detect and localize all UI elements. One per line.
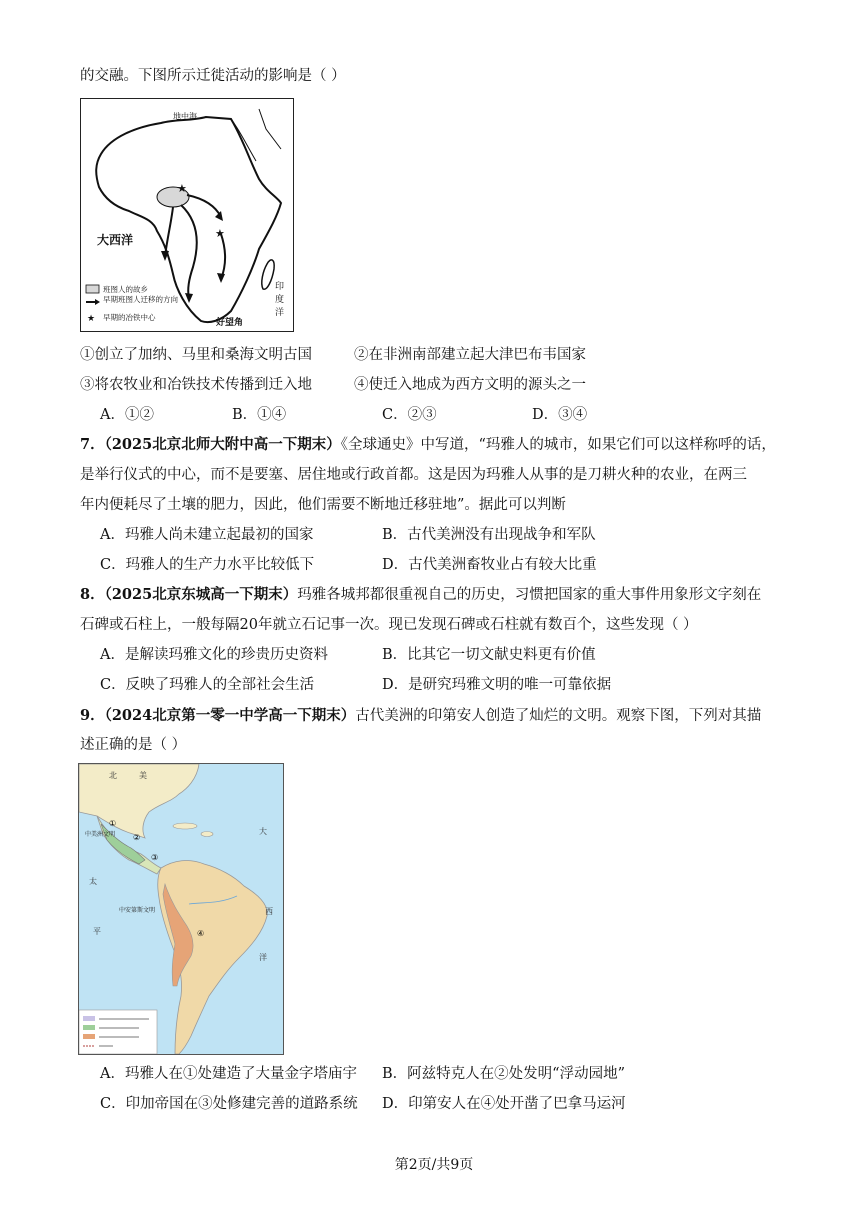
q9-option-c[interactable]: C．印加帝国在③处修建完善的道路系统	[100, 1096, 358, 1112]
marker-1: ①	[109, 819, 117, 828]
americas-map-svg	[79, 764, 283, 1054]
q9-line-1	[80, 706, 761, 726]
madagascar-outline	[262, 260, 274, 289]
africa-map-svg	[81, 99, 293, 331]
q7-line-3: 年内便耗尽了土壤的肥力，因此，他们需要不断地迁移驻地”。据此可以判断	[80, 497, 566, 513]
q7-line-1	[80, 435, 776, 455]
iron-center-star: ★	[215, 227, 225, 240]
q9-source: 9．（2024北京第一零一中学高一下期末）	[80, 707, 356, 724]
migration-arrow	[221, 234, 225, 279]
q7-option-a[interactable]: A．玛雅人尚未建立起最初的国家	[100, 527, 314, 543]
label-tai: 太	[89, 877, 97, 886]
q7-option-c[interactable]: C．玛雅人的生产力水平比较低下	[100, 557, 315, 573]
americas-civilization-map	[78, 763, 284, 1055]
migration-arrow	[187, 195, 221, 217]
label-indian-ocean-2: 度	[275, 295, 285, 305]
q6-option-d[interactable]: D．③④	[532, 407, 588, 423]
marker-3: ③	[151, 853, 159, 862]
label-indian-ocean-3: 洋	[275, 308, 285, 318]
label-cape: 好望角	[216, 317, 244, 327]
q8-text-1: 玛雅各城邦都很重视自己的历史，习惯把国家的重大事件用象形文字刻在	[297, 587, 762, 603]
q7-line-2: 是举行仪式的中心，而不是要塞、居住地或行政首都。这是因为玛雅人从事的是刀耕火种的农业，在两三	[80, 467, 747, 483]
q7-text-1: 《全球通史》中写道，“玛雅人的城市，如果它们可以这样称呼的话，	[340, 437, 776, 453]
label-mediterranean: 地中海	[173, 112, 197, 121]
legend-migration-text: 早期班图人迁移的方向	[103, 295, 178, 304]
label-indian-ocean	[275, 280, 287, 318]
arrow-head	[185, 293, 193, 303]
q6-option-c[interactable]: C．②③	[382, 407, 437, 423]
legend-homeland: 班图人的故乡	[103, 285, 148, 294]
label-atlantic: 大西洋	[97, 233, 134, 247]
iron-center-star: ★	[177, 182, 187, 195]
marker-2: ②	[133, 833, 141, 842]
arabia-line	[259, 109, 281, 149]
legend-swatch-3	[83, 1034, 95, 1039]
migration-arrow	[181, 205, 197, 299]
q8-option-a[interactable]: A．是解读玛雅文化的珍贵历史资料	[100, 647, 328, 663]
legend-swatch-1	[83, 1016, 95, 1021]
q6-statement-2: ②在非洲南部建立起大津巴布韦国家	[354, 347, 586, 363]
q8-option-c[interactable]: C．反映了玛雅人的全部社会生活	[100, 677, 315, 693]
q8-line-1	[80, 585, 761, 605]
intro-line: 的交融。下图所示迁徙活动的影响是（ ）	[80, 68, 346, 84]
label-ping: 平	[93, 927, 101, 936]
legend-migration	[103, 294, 178, 304]
migration-arrow	[165, 207, 173, 257]
q9-option-b[interactable]: B．阿兹特克人在②处发明“浮动园地”	[382, 1066, 625, 1082]
page-number: 第2页/共9页	[394, 1157, 474, 1173]
q7-option-d[interactable]: D．古代美洲畜牧业占有较大比重	[382, 557, 597, 573]
legend-homeland-swatch	[86, 285, 99, 293]
legend-arrow-head	[95, 299, 100, 305]
label-xi: 西	[265, 907, 273, 916]
q6-statement-3: ③将农牧业和冶铁技术传播到迁入地	[80, 377, 312, 393]
q8-source: 8．（2025北京东城高一下期末）	[80, 586, 298, 603]
label-indian-ocean-1: 印	[275, 282, 285, 292]
q8-option-d[interactable]: D．是研究玛雅文明的唯一可靠依据	[382, 677, 612, 693]
marker-4: ④	[197, 929, 205, 938]
legend-swatch-2	[83, 1025, 95, 1030]
arrow-head	[217, 273, 225, 283]
q6-option-a[interactable]: A．①②	[100, 407, 154, 423]
q9-option-d[interactable]: D．印第安人在④处开凿了巴拿马运河	[382, 1096, 626, 1112]
bantu-migration-map	[80, 98, 294, 332]
label-mesoamerica: 中美洲文明	[85, 831, 116, 838]
q7-option-b[interactable]: B．古代美洲没有出现战争和军队	[382, 527, 596, 543]
q8-option-b[interactable]: B．比其它一切文献史料更有价值	[382, 647, 596, 663]
q6-statement-4: ④使迁入地成为西方文明的源头之一	[354, 377, 586, 393]
cuba-island	[173, 823, 197, 829]
q9-text-1: 古代美洲的印第安人创造了灿烂的文明。观察下图，下列对其描	[355, 708, 762, 724]
q8-line-2: 石碑或石柱上，一般每隔20年就立石记事一次。现已发现石碑或石柱就有数百个，这些发现（ ）	[80, 617, 698, 633]
label-yang: 洋	[259, 953, 267, 962]
q9-line-2: 述正确的是（ ）	[80, 737, 187, 753]
legend-star-swatch: ★	[87, 314, 96, 324]
q7-source: 7．（2025北京北师大附中高一下期末）	[80, 436, 341, 453]
label-andes: 中安第斯文明	[119, 907, 156, 914]
label-america: 美	[139, 771, 147, 780]
legend-iron: 早期的冶铁中心	[103, 313, 156, 322]
label-da: 大	[259, 827, 267, 836]
hispaniola-island	[201, 832, 213, 837]
q9-option-a[interactable]: A．玛雅人在①处建造了大量金字塔庙宇	[100, 1066, 357, 1082]
q6-option-b[interactable]: B．①④	[232, 407, 287, 423]
label-north: 北	[109, 771, 117, 780]
q6-statement-1: ①创立了加纳、马里和桑海文明古国	[80, 347, 312, 363]
